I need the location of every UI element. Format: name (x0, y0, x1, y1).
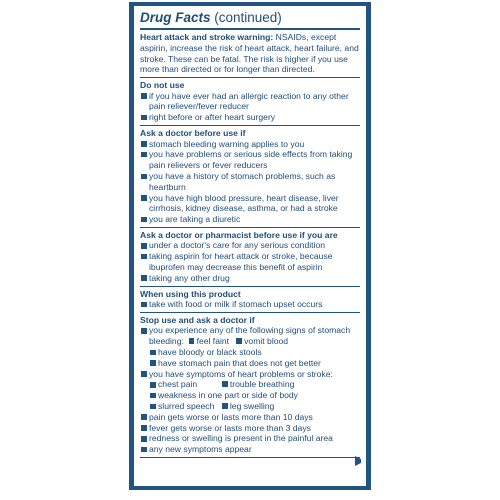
list-item: have stomach pain that does not get better (140, 358, 360, 369)
list-item: taking aspirin for heart attack or stroke, because ibuprofen may decrease this benefit of aspirin (140, 251, 360, 273)
ask-pharmacist-section (140, 228, 360, 287)
bullet-icon (141, 152, 147, 158)
do-not-use-section (140, 78, 360, 126)
bullet-icon (141, 217, 147, 223)
bullet-icon (141, 115, 147, 121)
bullet-icon (141, 275, 147, 281)
list-item: right before or after heart surgery (140, 112, 360, 123)
bullet-icon (222, 381, 228, 387)
list-item: you are taking a diuretic (140, 214, 360, 225)
title-main: Drug Facts (140, 10, 211, 25)
list-item: pain gets worse or lasts more than 10 days (140, 412, 360, 423)
heart-attack-warning (140, 32, 360, 75)
bullet-icon (222, 403, 228, 409)
list-item: you have symptoms of heart problems or stroke: (140, 369, 360, 380)
bullet-icon (141, 243, 147, 249)
continue-arrow-icon (355, 456, 361, 466)
when-using-heading: When using this product (140, 288, 241, 299)
bullet-icon (150, 404, 156, 410)
list-item: you have high blood pressure, heart disease, liver cirrhosis, kidney disease, asthma, or had a stroke (140, 193, 360, 215)
stop-use-section (140, 313, 360, 458)
drug-facts-content (134, 6, 366, 486)
bullet-icon (141, 371, 147, 377)
list-item: stomach bleeding warning applies to you (140, 139, 360, 150)
heart-warning-text: NSAIDs, except aspirin, increase the risk of heart attack, heart failure, and stroke. These can be fatal. The risk is higher if you use more than directed or for longer than directed. (140, 32, 359, 75)
bullet-icon (141, 328, 147, 334)
bullet-icon (141, 141, 147, 147)
list-item: have bloody or black stools (140, 347, 360, 358)
ask-pharmacist-heading: Ask a doctor or pharmacist before use if you are (140, 229, 338, 240)
bullet-icon (141, 195, 147, 201)
heart-warning-lead: Heart attack and stroke warning: (140, 32, 274, 42)
drug-facts-panel (129, 2, 371, 490)
list-item: you have problems or serious side effects from taking pain relievers or fever reducers (140, 149, 360, 171)
bullet-icon (141, 414, 147, 420)
bullet-icon (141, 447, 147, 453)
bullet-icon (236, 338, 242, 344)
do-not-use-heading: Do not use (140, 80, 185, 91)
list-item: slurred speech leg swelling (140, 401, 360, 412)
list-item: under a doctor's care for any serious condition (140, 240, 360, 251)
drug-facts-title (140, 9, 360, 30)
bullet-icon (141, 302, 147, 308)
title-continued: (continued) (210, 10, 282, 25)
heart-attack-warning-section (140, 30, 360, 78)
list-item: you experience any of the following signs of stomach bleeding: feel faint vomit blood (140, 325, 360, 347)
bullet-icon (150, 350, 156, 356)
list-item: take with food or milk if stomach upset occurs (140, 299, 360, 310)
bullet-icon (141, 425, 147, 431)
bullet-icon (141, 93, 147, 99)
list-item: any new symptoms appear (140, 444, 360, 455)
bullet-icon (141, 254, 147, 260)
list-item: weakness in one part or side of body (140, 390, 360, 401)
stop-use-heading: Stop use and ask a doctor if (140, 314, 255, 325)
list-item: fever gets worse or lasts more than 3 days (140, 423, 360, 434)
bullet-icon (150, 382, 156, 388)
ask-doctor-section (140, 126, 360, 228)
list-item: you have a history of stomach problems, such as heartburn (140, 171, 360, 193)
when-using-section (140, 287, 360, 313)
list-item: chest pain trouble breathing (140, 379, 360, 390)
bullet-icon (141, 174, 147, 180)
list-item: taking any other drug (140, 273, 360, 284)
bullet-icon (189, 338, 195, 344)
bullet-icon (150, 360, 156, 366)
bullet-icon (150, 393, 156, 399)
list-item: if you have ever had an allergic reaction to any other pain reliever/fever reducer (140, 91, 360, 113)
ask-doctor-heading: Ask a doctor before use if (140, 128, 246, 139)
bullet-icon (141, 436, 147, 442)
list-item: redness or swelling is present in the painful area (140, 433, 360, 444)
